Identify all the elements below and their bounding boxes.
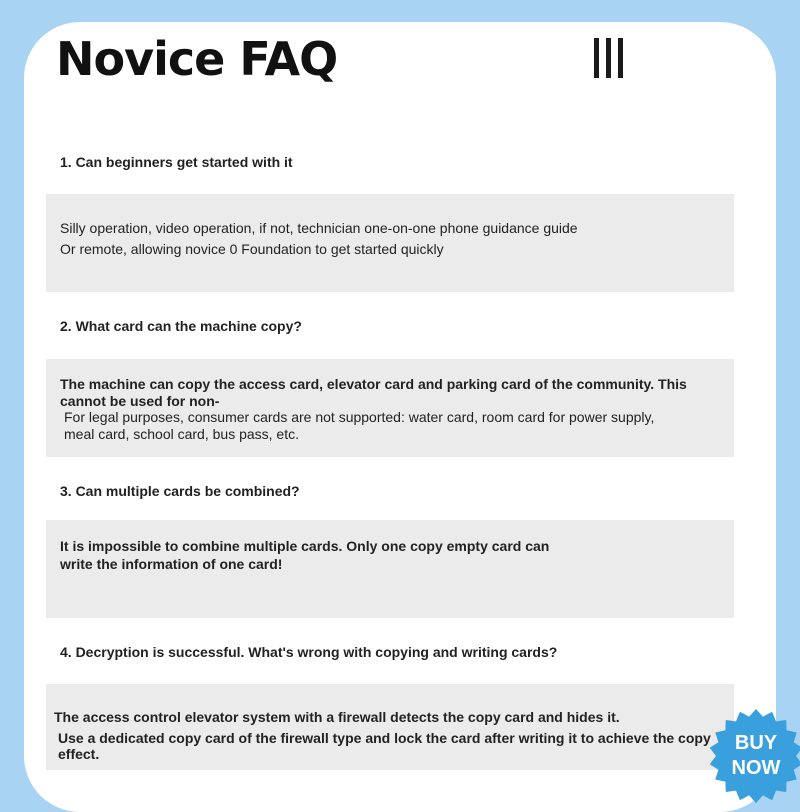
- faq-answer-4-line-2: Use a dedicated copy card of the firewall type and lock the card after writing it to achieve the copy effect.: [58, 730, 711, 762]
- faq-panel: [24, 22, 776, 812]
- faq-answer-3: [46, 520, 734, 618]
- page-title: Novice FAQ: [56, 32, 338, 86]
- faq-answer-1-line-2: Or remote, allowing novice 0 Foundation to get started quickly: [60, 241, 444, 257]
- faq-answer-4-line-1: The access control elevator system with a firewall detects the copy card and hides it.: [54, 709, 620, 725]
- starburst-icon: [708, 708, 800, 804]
- faq-question-3: 3. Can multiple cards be combined?: [60, 483, 300, 499]
- buy-now-badge[interactable]: [708, 708, 800, 804]
- buy-now-line-1: BUY: [734, 732, 778, 754]
- menu-icon[interactable]: [592, 38, 628, 78]
- buy-now-line-2: NOW: [731, 757, 781, 779]
- faq-answer-2-line-1: The machine can copy the access card, elevator card and parking card of the community. This cannot be used for non-: [60, 376, 687, 409]
- faq-answer-2-line-2: For legal purposes, consumer cards are not supported: water card, room card for power supply, meal card, school card, bus pass, etc.: [64, 409, 655, 442]
- faq-answer-1: [46, 194, 734, 292]
- faq-answer-2: [46, 359, 734, 457]
- faq-answer-3-line-1: It is impossible to combine multiple cards. Only one copy empty card can write the information of one card!: [60, 538, 550, 572]
- faq-question-1: 1. Can beginners get started with it: [60, 154, 293, 170]
- faq-answer-1-line-1: Silly operation, video operation, if not, technician one-on-one phone guidance guide: [60, 220, 578, 236]
- faq-question-4: 4. Decryption is successful. What's wrong with copying and writing cards?: [60, 644, 558, 660]
- faq-answer-4: [46, 684, 734, 770]
- faq-question-2: 2. What card can the machine copy?: [60, 318, 302, 334]
